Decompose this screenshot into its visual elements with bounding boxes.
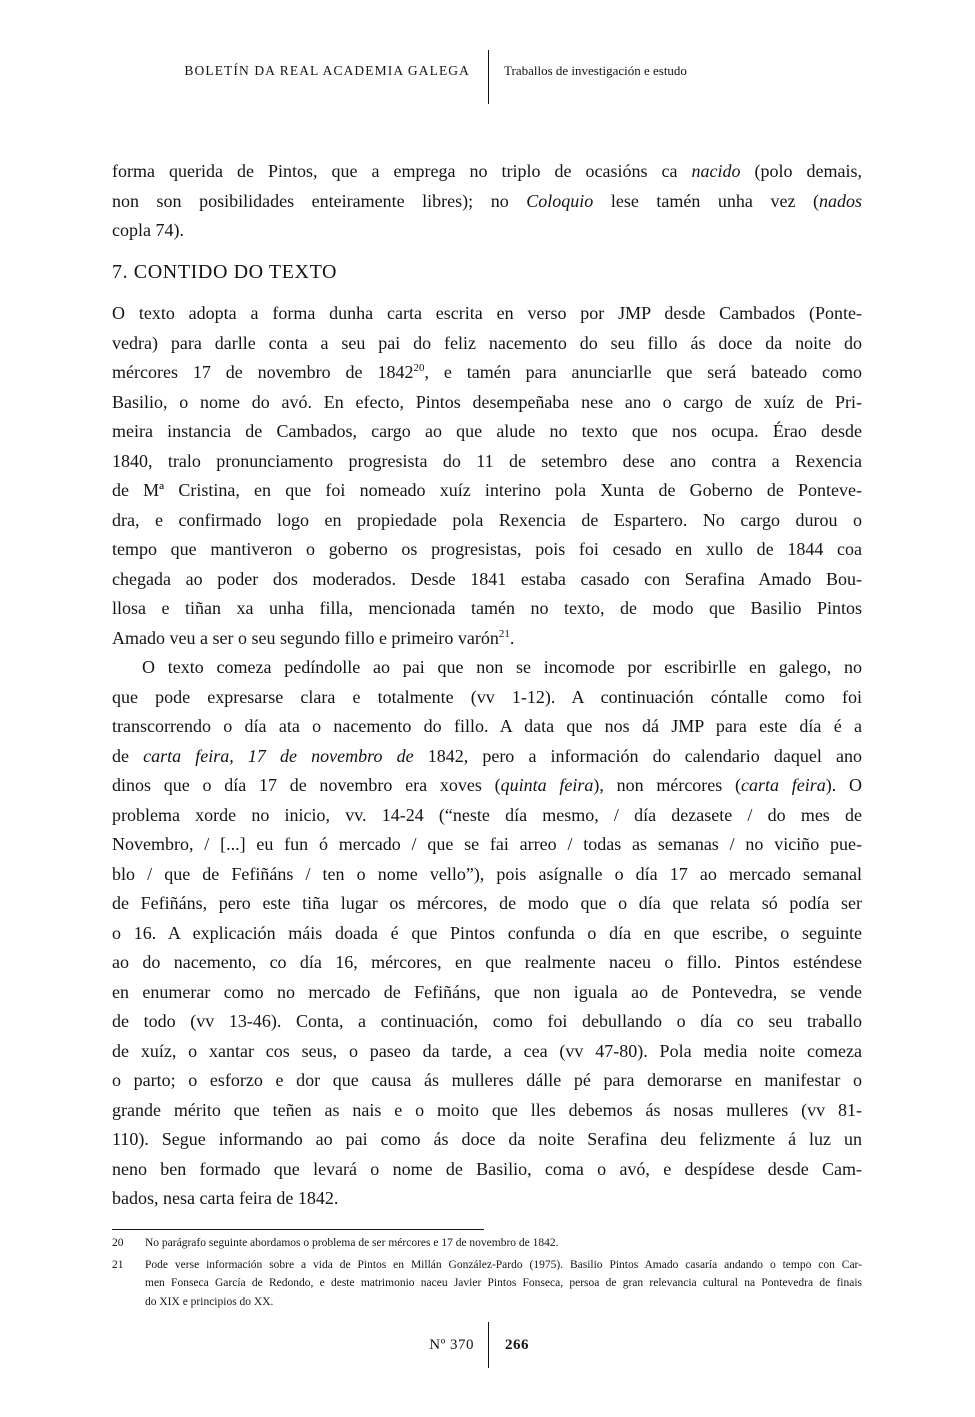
- text-segment: problema xorde no inicio, vv. 14-24 (“neste día mesmo, / día dezasete / do mes de: [112, 804, 862, 825]
- text-line: [112, 771, 862, 801]
- text-line: [112, 712, 862, 742]
- text-segment: de Mª Cristina, en que foi nomeado xuíz interino pola Xunta de Goberno de Ponteve-: [112, 480, 862, 500]
- text-segment: bados, nesa carta feira de 1842.: [112, 1188, 339, 1208]
- text-line: [112, 417, 862, 447]
- section-heading: 7. CONTIDO DO TEXTO: [112, 260, 338, 283]
- text-line: [112, 860, 862, 890]
- text-segment: que pode expresarse clara e totalmente (vv 1-12). A continuación cóntalle como foi: [112, 686, 862, 707]
- paragraph: [112, 299, 862, 653]
- text-segment: , e tamén para anunciarlle que será bateado como: [424, 362, 862, 382]
- text-line: [112, 565, 862, 595]
- text-line: [112, 1066, 862, 1096]
- text-segment: nados: [818, 190, 862, 211]
- text-line: [112, 948, 862, 978]
- text-line: [112, 1184, 862, 1214]
- text-segment: Pode verse información sobre a vida de Pintos en Millán González-Pardo (1975). Basilio Pintos Amado casaría andando o tempo con Car-: [145, 1258, 862, 1271]
- footnotes: [112, 1229, 862, 1311]
- text-segment: dra, e confirmado logo en propiedade pola Rexencia de Espartero. No cargo durou o: [112, 509, 862, 530]
- text-line: [112, 1007, 862, 1037]
- text-segment: llosa e tiñan xa unha filla, mencionada tamén no texto, de modo que Basilio Pintos: [112, 598, 862, 618]
- text-line: [112, 187, 862, 217]
- footnote-line: [145, 1234, 862, 1253]
- text-segment: quinta feira: [500, 775, 594, 795]
- text-segment: nacido: [691, 161, 741, 181]
- text-segment: 1840, tralo pronunciamento progresista do 11 de setembro dese ano contra a Rexencia: [112, 450, 862, 471]
- footnote-line: [145, 1274, 862, 1293]
- section-title: Traballos de investigación e estudo: [504, 63, 687, 78]
- issue-number: Nº 370: [429, 1337, 474, 1353]
- text-segment: non son posibilidades enteiramente libres); no: [112, 190, 527, 211]
- text-segment: o parto; o esforzo e dor que causa ás mulleres dálle pé para demorarse en manifestar o: [112, 1070, 862, 1090]
- text-line: [112, 889, 862, 919]
- footnote-rule: [112, 1229, 484, 1230]
- text-segment: 21: [498, 627, 510, 640]
- text-line: [112, 830, 862, 860]
- text-line: [112, 683, 862, 713]
- footnote-line: [145, 1256, 862, 1275]
- text-segment: copla 74).: [112, 220, 184, 240]
- text-line: [112, 476, 862, 506]
- text-segment: tempo que mantiveron o goberno os progresistas, pois foi cesado en xullo de 1844 coa: [112, 539, 862, 559]
- paragraph: [112, 653, 862, 1214]
- text-line: [112, 157, 862, 187]
- text-line: [112, 1125, 862, 1155]
- journal-title: BOLETÍN DA REAL ACADEMIA GALEGA: [184, 63, 470, 78]
- text-segment: No parágrafo seguinte abordamos o problema de ser mércores e 17 de novembro de 1842.: [145, 1237, 559, 1249]
- text-segment: Amado veu a ser o seu segundo fillo e primeiro varón: [112, 627, 499, 648]
- text-segment: chegada ao poder dos moderados. Desde 1841 estaba casado con Serafina Amado Bou-: [112, 568, 862, 589]
- text-segment: de Fefiñáns, pero este tiña lugar os mércores, de modo que o día que relata só podía ser: [112, 893, 862, 913]
- text-segment: ). O: [825, 775, 862, 795]
- text-segment: lese tamén unha vez (: [593, 190, 819, 211]
- page-footer: [112, 1322, 862, 1368]
- text-line: [112, 358, 862, 388]
- text-line: [112, 978, 862, 1008]
- text-segment: o 16. A explicación máis doada é que Pintos confunda o día en que escribe, o seguinte: [112, 922, 862, 943]
- text-segment: Novembro, / [...] eu fun ó mercado / que se fai arreo / todas as semanas / no viciño pue-: [112, 834, 862, 854]
- text-line: [112, 447, 862, 477]
- text-segment: O texto comeza pedíndolle ao pai que non se incomode por escribirlle en galego, no: [142, 657, 862, 677]
- text-segment: vedra) para darlle conta a seu pai do feliz nacemento do seu fillo ás doce da noite do: [112, 332, 862, 353]
- footnote-line: [145, 1293, 862, 1312]
- text-line: [112, 216, 862, 246]
- text-line: [112, 1037, 862, 1067]
- text-segment: transcorrendo o día ata o nacemento do fillo. A data que nos dá JMP para este día é a: [112, 716, 862, 736]
- text-segment: men Fonseca García de Redondo, e deste matrimonio naceu Javier Pintos Fonseca, persoa de gran relevancia cultural na Pontevedra de finais: [145, 1277, 862, 1289]
- text-segment: en enumerar como no mercado de Fefiñáns, que non iguala ao de Pontevedra, se vende: [112, 981, 862, 1002]
- text-line: [112, 506, 862, 536]
- text-segment: (polo demais,: [740, 161, 862, 181]
- page-number: 266: [505, 1337, 529, 1353]
- text-segment: blo / que de Fefiñáns / ten o nome vello”), pois asígnalle o día 17 ao mercado semanal: [112, 863, 862, 884]
- text-line: [112, 653, 862, 683]
- footnote-text: [145, 1256, 862, 1312]
- footnote: [112, 1256, 862, 1312]
- text-segment: Basilio, o nome do avó. En efecto, Pintos desempeñaba nese ano o cargo de xuíz de Pri-: [112, 391, 862, 412]
- text-segment: .: [509, 627, 515, 648]
- paragraph: [112, 157, 862, 246]
- text-segment: meira instancia de Cambados, cargo ao que alude no texto que nos ocupa. Érao desde: [112, 421, 862, 441]
- text-segment: neno ben formado que levará o nome de Basilio, coma o avó, e despídese desde Cam-: [112, 1158, 862, 1179]
- text-segment: grande mérito que teñen as nais e o moito que lles debemos ás nosas mulleres (vv 81-: [112, 1099, 862, 1120]
- body-text: [112, 157, 862, 1214]
- footnote-number: 20: [112, 1237, 124, 1249]
- text-line: [112, 801, 862, 831]
- page-header: [112, 50, 862, 104]
- text-segment: dinos que o día 17 de novembro era xoves (: [112, 775, 501, 795]
- text-segment: carta feira: [741, 775, 826, 795]
- footnote-number: 21: [112, 1258, 124, 1271]
- text-line: [112, 329, 862, 359]
- text-segment: O texto adopta a forma dunha carta escrita en verso por JMP desde Cambados (Ponte-: [112, 303, 862, 323]
- text-segment: Coloquio: [526, 190, 594, 211]
- text-segment: de todo (vv 13-46). Conta, a continuación, como foi debullando o día co seu traballo: [112, 1011, 862, 1031]
- text-segment: ), non mércores (: [593, 775, 742, 795]
- text-line: [112, 1155, 862, 1185]
- text-segment: de xuíz, o xantar cos seus, o paseo da tarde, a cea (vv 47-80). Pola media noite comeza: [112, 1040, 862, 1061]
- text-segment: carta feira, 17 de novembro de: [143, 745, 414, 766]
- text-segment: 20: [413, 362, 425, 374]
- footnote: [112, 1234, 862, 1253]
- text-segment: 110). Segue informando ao pai como ás doce da noite Serafina deu felizmente á luz un: [112, 1129, 862, 1149]
- text-line: [112, 535, 862, 565]
- text-line: [112, 742, 862, 772]
- text-segment: ao do nacemento, co día 16, mércores, en que realmente naceu o fillo. Pintos esténdese: [112, 952, 862, 972]
- footnote-text: [145, 1234, 862, 1253]
- text-line: [112, 594, 862, 624]
- text-segment: forma querida de Pintos, que a emprega no triplo de ocasións ca: [112, 161, 692, 181]
- text-segment: do XIX e principios do XX.: [145, 1295, 274, 1308]
- text-segment: 1842, pero a información do calendario daquel ano: [413, 745, 862, 766]
- text-line: [112, 1096, 862, 1126]
- text-line: [112, 388, 862, 418]
- text-line: [112, 624, 862, 654]
- text-line: [112, 299, 862, 329]
- text-segment: de: [112, 745, 144, 766]
- text-line: [112, 919, 862, 949]
- text-segment: mércores 17 de novembro de 1842: [112, 362, 414, 382]
